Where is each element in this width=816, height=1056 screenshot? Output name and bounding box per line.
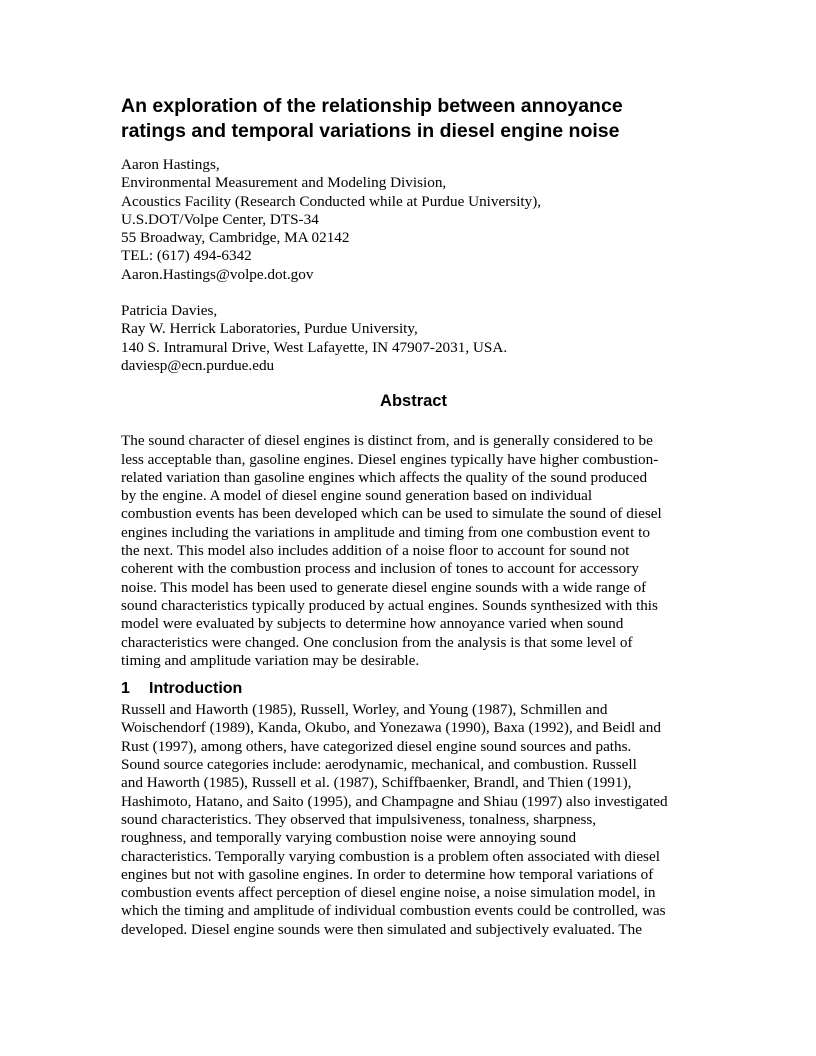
introduction-line: Woischendorf (1989), Kanda, Okubo, and Yonezawa (1990), Baxa (1992), and Beidl and (121, 719, 661, 737)
abstract-line: model were evaluated by subjects to determine how annoyance varied when sound (121, 615, 624, 633)
introduction-line: sound characteristics. They observed that impulsiveness, tonalness, sharpness, (121, 810, 597, 828)
author-name: Patricia Davies, (121, 302, 218, 320)
introduction-line: which the timing and amplitude of individual combustion events could be controlled, was (121, 902, 666, 920)
introduction-body (121, 701, 706, 939)
author-email: Aaron.Hastings@volpe.dot.gov (121, 265, 314, 283)
abstract-line: by the engine. A model of diesel engine sound generation based on individual (121, 487, 593, 505)
abstract-line: combustion events has been developed which can be used to simulate the sound of diesel (121, 505, 662, 523)
abstract-line: the next. This model also includes addition of a noise floor to account for sound not (121, 542, 630, 560)
abstract-line: noise. This model has been used to generate diesel engine sounds with a wide range of (121, 578, 647, 596)
introduction-line: Sound source categories include: aerodynamic, mechanical, and combustion. Russell (121, 756, 637, 774)
author-email: daviesp@ecn.purdue.edu (121, 356, 275, 374)
introduction-line: Hashimoto, Hatano, and Saito (1995), and Champagne and Shiau (1997) also investigated (121, 792, 668, 810)
title-line: ratings and temporal variations in diesel engine noise (121, 120, 620, 142)
abstract-line: sound characteristics typically produced by actual engines. Sounds synthesized with this (121, 596, 658, 614)
title-line: An exploration of the relationship between annoyance (121, 95, 623, 117)
abstract-line: engines including the variations in amplitude and timing from one combustion event to (121, 523, 650, 541)
section-heading-introduction (121, 679, 706, 699)
author-affiliation: Ray W. Herrick Laboratories, Purdue University, (121, 320, 418, 338)
abstract-heading: Abstract (380, 392, 447, 411)
introduction-line: and Haworth (1985), Russell et al. (1987), Schiffbaenker, Brandl, and Thien (1991), (121, 774, 632, 792)
abstract-line: The sound character of diesel engines is distinct from, and is generally considered to be (121, 432, 653, 450)
abstract-line: coherent with the combustion process and inclusion of tones to account for accessory (121, 560, 639, 578)
author-affiliation: Acoustics Facility (Research Conducted while at Purdue University), (121, 192, 542, 210)
author-phone: TEL: (617) 494-6342 (121, 247, 252, 265)
abstract-line: related variation than gasoline engines which affects the quality of the sound produced (121, 468, 648, 486)
introduction-line: Russell and Haworth (1985), Russell, Worley, and Young (1987), Schmillen and (121, 701, 608, 719)
introduction-line: engines but not with gasoline engines. In order to determine how temporal variations of (121, 865, 654, 883)
abstract-body (121, 432, 706, 670)
author-address: 55 Broadway, Cambridge, MA 02142 (121, 229, 350, 247)
section-title: Introduction (149, 680, 243, 698)
author-affiliation: U.S.DOT/Volpe Center, DTS-34 (121, 210, 319, 228)
introduction-line: Rust (1997), among others, have categorized diesel engine sound sources and paths. (121, 737, 632, 755)
section-number: 1 (121, 680, 130, 698)
author-block-davies (121, 302, 706, 375)
author-block-hastings (121, 156, 706, 284)
abstract-line: timing and amplitude variation may be desirable. (121, 651, 420, 669)
author-name: Aaron Hastings, (121, 156, 220, 173)
introduction-line: combustion events affect perception of diesel engine noise, a noise simulation model, in (121, 884, 656, 902)
author-affiliation: Environmental Measurement and Modeling Division, (121, 174, 447, 192)
author-address: 140 S. Intramural Drive, West Lafayette, IN 47907-2031, USA. (121, 338, 508, 356)
introduction-line: roughness, and temporally varying combustion noise were annoying sound (121, 829, 577, 847)
paper-page (121, 94, 706, 939)
paper-title (121, 94, 706, 144)
abstract-line: characteristics were changed. One conclusion from the analysis is that some level of (121, 633, 633, 651)
introduction-line: developed. Diesel engine sounds were then simulated and subjectively evaluated. The (121, 920, 642, 938)
abstract-line: less acceptable than, gasoline engines. Diesel engines typically have higher combustion- (121, 450, 659, 468)
introduction-line: characteristics. Temporally varying combustion is a problem often associated with diesel (121, 847, 660, 865)
